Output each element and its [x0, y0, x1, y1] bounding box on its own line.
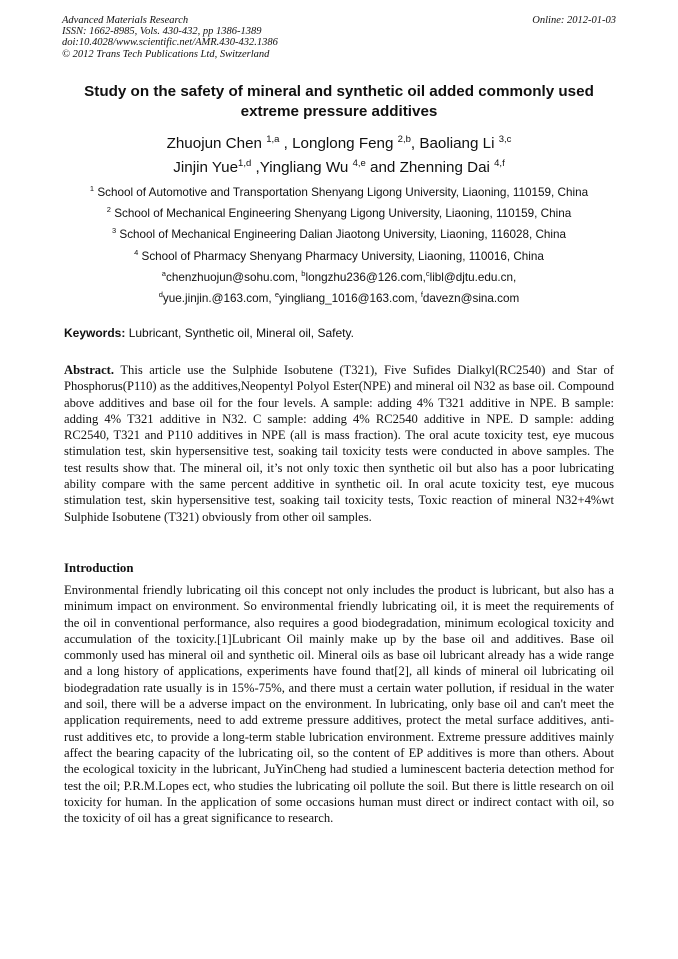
- keywords-text: Lubricant, Synthetic oil, Mineral oil, Safety.: [125, 326, 354, 340]
- keywords: [64, 326, 624, 340]
- email-sup: f: [420, 290, 423, 300]
- author-sup: 2,b: [397, 134, 411, 145]
- email-sup: b: [301, 268, 306, 278]
- author-separator: ,: [251, 159, 260, 176]
- author-name: Longlong Feng: [292, 135, 398, 152]
- email-line-1: [40, 267, 638, 288]
- author-name: Zhuojun Chen: [166, 135, 267, 152]
- email-line-2: [40, 288, 638, 309]
- author-separator: and: [365, 159, 400, 176]
- affiliation: [40, 182, 638, 203]
- email-address: chenzhuojun@sohu.com,: [165, 270, 302, 284]
- author-line-2: [64, 156, 614, 180]
- author-name: Zhenning Dai: [399, 159, 495, 176]
- abstract: [64, 362, 614, 525]
- affiliation: [40, 246, 638, 267]
- affiliation: [40, 203, 638, 224]
- email-address: libl@djtu.edu.cn,: [429, 270, 517, 284]
- affiliation: [40, 224, 638, 245]
- affiliation-text: School of Mechanical Engineering Shenyang Ligong University, Liaoning, 110159, China: [110, 207, 572, 221]
- journal-header: [62, 15, 616, 60]
- author-separator: ,: [410, 135, 420, 152]
- author-line-1: [64, 132, 614, 156]
- author-sup: 3,c: [498, 134, 512, 145]
- email-address: yingliang_1016@163.com,: [279, 292, 421, 306]
- abstract-label: Abstract.: [64, 363, 115, 377]
- affiliation-sup: 1: [89, 184, 95, 193]
- online-date: Online: 2012-01-03: [532, 15, 616, 26]
- paper-title: Study on the safety of mineral and synthetic oil added commonly used extreme pressure additives: [84, 83, 594, 120]
- author-sup: 1,d: [238, 158, 252, 169]
- author-sup: 1,a: [266, 134, 280, 145]
- issn-line: ISSN: 1662-8985, Vols. 430-432, pp 1386-1389: [62, 26, 262, 38]
- email-address: davezn@sina.com: [422, 292, 520, 306]
- author-name: Baoliang Li: [419, 135, 499, 152]
- affiliation-list: [40, 182, 638, 309]
- author-sup: 4,e: [352, 158, 366, 169]
- author-name: Jinjin Yue: [173, 159, 239, 176]
- author-name: Yingliang Wu: [259, 159, 353, 176]
- email-address: yue.jinjin.@163.com,: [162, 292, 275, 306]
- author-list: [64, 132, 614, 180]
- affiliation-sup: 4: [134, 247, 139, 257]
- introduction-text: Environmental friendly lubricating oil this concept not only includes the product is lubricant, but also has a minimum impact on environment. So environmental friendly lubricating oil, it is meet the requirements of the oil in conventional performance, also requires a good biodegradation, minimum ecological toxicity and accumulation of the toxicity.[1]Lubricant Oil mainly make up by the base oil and additives. Base oil commonly used has mineral oil and synthetic oil. Mineral oils as base oil lubricant already has a wide range and a long history of applications, experiments have found that[2], all kinds of mineral oil lubricating oil biodegradation rate usually is in 15%-75%, and there must a certain water pollution, if residual in the water and soil, there will be a adverse impact on the environment. In lubricating, only base oil and can't meet the application requirements, need to add extreme pressure additives, protect the metal surface additives, anti-rust additives etc, to provide a long-term stable lubrication environment. Extreme pressure additives mainly affect the bearing capacity of the lubricating oil, so the content of EP additives is more than others. About the ecological toxicity in the lubricant, JuYinCheng had studied a luminescent bacteria detection method for test the oil; P.R.M.Lopes ect, who studies the lubricating oil pollute the soil. But there is little research on oil toxicity for human. In the application of some occasions human must direct or indirect contact with oil, so the toxicity of oil has a great significance to research.: [64, 583, 614, 826]
- email-sup: e: [274, 290, 279, 300]
- affiliation-sup: 3: [112, 226, 117, 236]
- keywords-label: Keywords:: [64, 326, 126, 340]
- author-sup: 4,f: [494, 158, 505, 169]
- journal-name: Advanced Materials Research: [62, 15, 189, 26]
- affiliation-text: School of Mechanical Engineering Dalian Jiaotong University, Liaoning, 116028, China: [116, 228, 566, 242]
- email-sup: c: [425, 268, 430, 278]
- affiliation-text: School of Pharmacy Shenyang Pharmacy University, Liaoning, 110016, China: [138, 249, 544, 263]
- email-sup: d: [158, 290, 163, 300]
- introduction-heading: Introduction: [64, 561, 134, 575]
- copyright-line: © 2012 Trans Tech Publications Ltd, Switzerland: [62, 48, 270, 60]
- affiliation-sup: 2: [106, 205, 111, 215]
- author-separator: ,: [279, 135, 293, 152]
- doi-line: doi:10.4028/www.scientific.net/AMR.430-432.1386: [62, 37, 278, 49]
- email-address: longzhu236@126.com,: [305, 270, 426, 284]
- affiliation-text: School of Automotive and Transportation Shenyang Ligong University, Liaoning, 110159, China: [94, 186, 589, 199]
- email-sup: a: [161, 268, 166, 278]
- abstract-text: This article use the Sulphide Isobutene (T321), Five Sufides Dialkyl(RC2540) and Star of Phosphorus(P110) as the additives,Neopentyl Polyol Ester(NPE) and mineral oil N32 as base oil. Compound above additives and base oil for the four levels. A sample: adding 4% T321 additive in NPE. B sample: adding 4% T321 additive in N32. C sample: adding 4% RC2540 additive in NPE. D sample: adding RC2540, T321 and P110 additives in NPE (all is mass fraction). The oral acute toxicity test, eye mucous stimulation test, skin hypersensitive test, soaking tail toxicity tests were conducted in above samples. The test results show that. The mineral oil, it’s not only toxic then synthetic oil but also has a poor lubricating ability compare with the same percent additive in synthetic oil. In oral acute toxicity test, eye mucous stimulation test, skin hypersensitive test, soaking tail toxicity tests, Toxic reaction of mineral N32+4%wt Sulphide Isobutene (T321) obviously from other oil samples.: [64, 363, 614, 524]
